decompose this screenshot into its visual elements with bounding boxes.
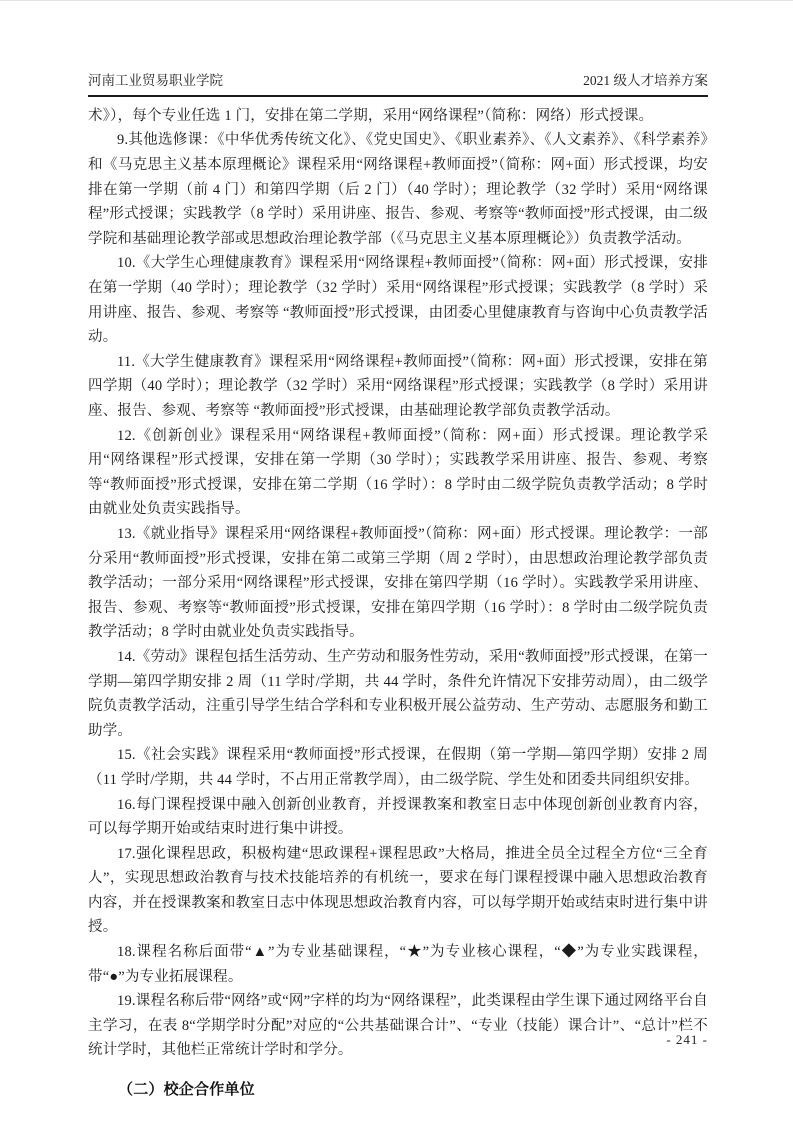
paragraph-9: 9.其他选修课：《中华优秀传统文化》、《党史国史》、《职业素养》、《人文素养》、《科学素养》和《马克思主义基本原理概论》课程采用“网络课程+教师面授”（简称：网+面）形式授课，均安排在第一学期（前 4 门）和第四学期（后 2 门）（40 学时）；理论教学（32 学时）采用“网络课程”形式授课；实践教学（8 学时）采用讲座、报告、参观、考察等“教师面授”形式授课，由二级学院和基础理论教学部或思想政治理论教学部（《马克思主义基本原理概论》）负责教学活动。	[88, 132, 708, 247]
paragraph-18: 18.课程名称后面带“▲”为专业基础课程，“★”为专业核心课程，“◆”为专业实践课程，带“●”为专业拓展课程。	[88, 944, 708, 985]
document-body	[88, 104, 708, 1103]
paragraph-14: 14.《劳动》课程包括生活劳动、生产劳动和服务性劳动，采用“教师面授”形式授课，在第一学期—第四学期安排 2 周（11 学时/学期，共 44 学时，条件允许情况下安排劳动周），由二级学院负责教学活动，注重引导学生结合学科和专业积极开展公益劳动、生产劳动、志愿服务和勤工助学。	[88, 648, 708, 739]
content-area	[88, 73, 708, 1103]
paragraph-16: 16.每门课程授课中融入创新创业教育，并授课教案和教室日志中体现创新创业教育内容，可以每学期开始或结束时进行集中讲授。	[88, 796, 708, 838]
paragraph-17: 17.强化课程思政，积极构建“思政课程+课程思政”大格局，推进全员全过程全方位“三全育人”，实现思想政治教育与技术技能培养的有机统一，要求在每门课程授课中融入思想政治教育内容，并在授课教案和教室日志中体现思想政治教育内容，可以每学期开始或结束时进行集中讲授。	[88, 845, 708, 936]
paragraph-continuation: 术》），每个专业任选 1 门，安排在第二学期，采用“网络课程”（简称：网络）形式授课。	[88, 107, 654, 124]
section-heading: （二）校企合作单位	[118, 1081, 255, 1099]
page-footer	[666, 1032, 708, 1048]
header-doc-title: 2021 级人才培养方案	[583, 73, 708, 88]
paragraph-15: 15.《社会实践》课程采用“教师面授”形式授课，在假期（第一学期—第四学期）安排 2 周（11 学时/学期，共 44 学时，不占用正常教学周），由二级学院、学生处和团委共同组织安排。	[88, 747, 708, 788]
page-number: - 241 -	[666, 1032, 708, 1047]
header-school-name: 河南工业贸易职业学院	[88, 73, 223, 88]
page-header	[88, 73, 708, 97]
paragraph-10: 10.《大学生心理健康教育》课程采用“网络课程+教师面授”（简称：网+面）形式授课，安排在第一学期（40 学时）；理论教学（32 学时）采用“网络课程”形式授课；实践教学（8 学时）采用讲座、报告、参观、考察等 “教师面授”形式授课，由团委心里健康教育与咨询中心负责教学活动。	[88, 255, 708, 346]
paragraph-19: 19.课程名称后带“网络”或“网”字样的均为“网络课程”，此类课程由学生课下通过网络平台自主学习，在表 8“学期学时分配”对应的“公共基础课合计”、“专业（技能）课合计”、“总计”栏不统计学时，其他栏正常统计学时和学分。	[88, 993, 708, 1059]
paragraph-12: 12.《创新创业》课程采用“网络课程+教师面授”（简称：网+面）形式授课。理论教学采用“网络课程”形式授课，安排在第一学期（30 学时）；实践教学采用讲座、报告、参观、考察等“教师面授”形式授课，安排在第二学期（16 学时）：8 学时由二级学院负责教学活动；8 学时由就业处负责实践指导。	[88, 427, 708, 518]
paragraph-13: 13.《就业指导》课程采用“网络课程+教师面授”（简称：网+面）形式授课。理论教学：一部分采用“教师面授”形式授课，安排在第二或第三学期（周 2 学时），由思想政治理论教学部负责教学活动；一部分采用“网络课程”形式授课，安排在第四学期（16 学时）。实践教学采用讲座、报告、参观、考察等“教师面授”形式授课，安排在第四学期（16 学时）：8 学时由二级学院负责教学活动；8 学时由就业处负责实践指导。	[88, 525, 708, 641]
paragraph-11: 11.《大学生健康教育》课程采用“网络课程+教师面授”（简称：网+面）形式授课，安排在第四学期（40 学时）；理论教学（32 学时）采用“网络课程”形式授课；实践教学（8 学时）采用讲座、报告、参观、考察等 “教师面授”形式授课，由基础理论教学部负责教学活动。	[88, 353, 708, 419]
